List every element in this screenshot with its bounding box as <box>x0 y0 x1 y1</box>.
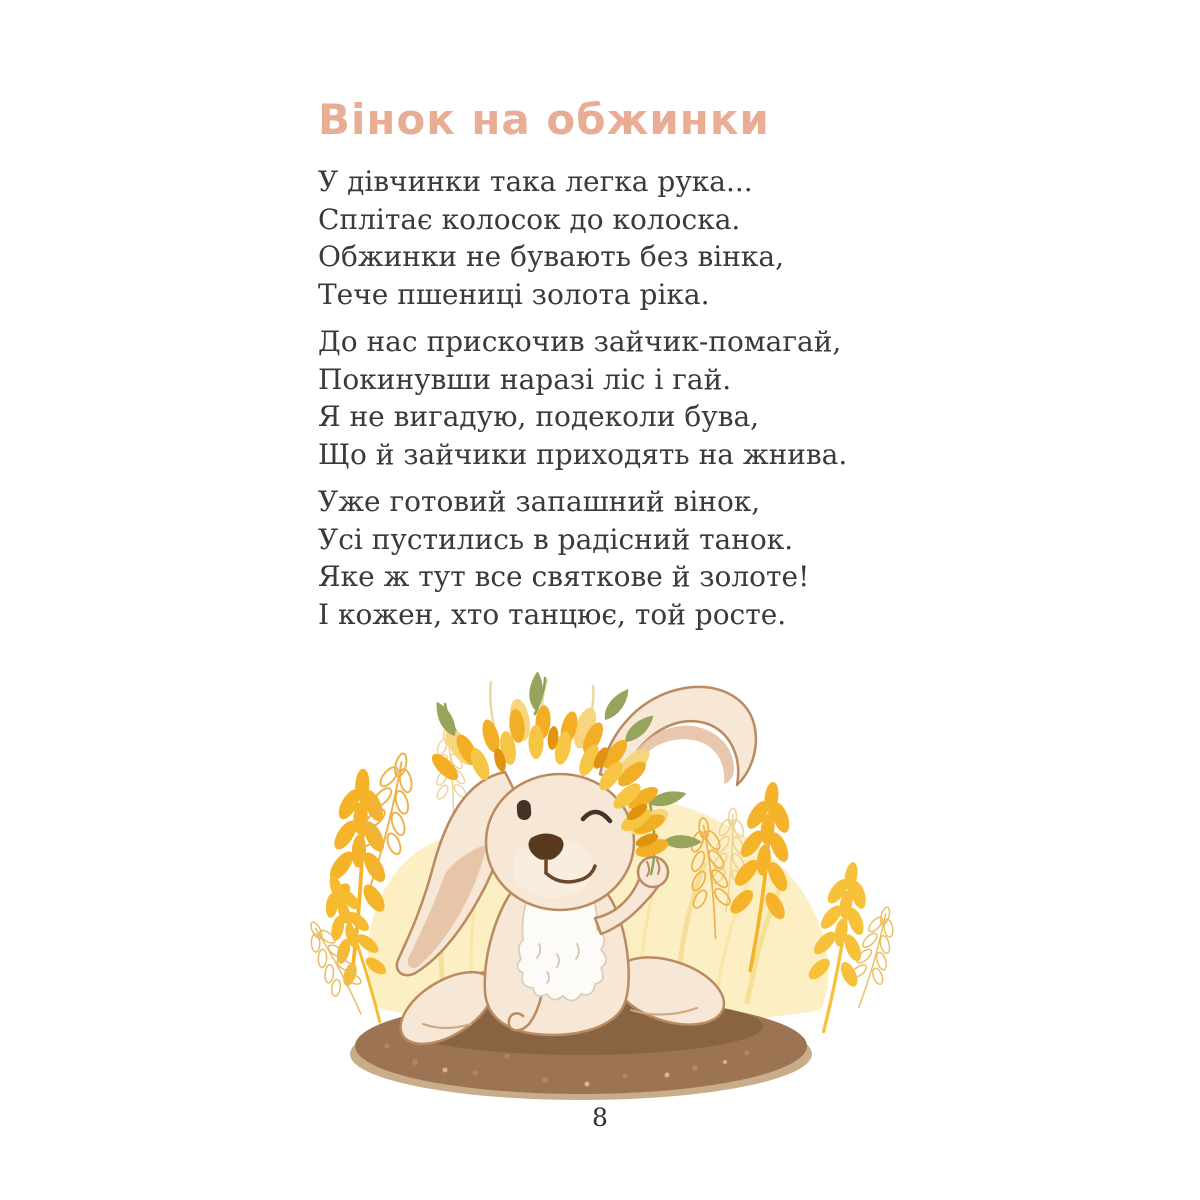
stanza-3 <box>318 483 847 633</box>
poem-line: Тече пшениці золота ріка. <box>318 277 710 311</box>
poem-line: Я не вигадую, подеколи бува, <box>318 400 760 433</box>
page-number: 8 <box>592 1103 608 1132</box>
poem-line: Уже готовий запашний вінок, <box>318 485 761 518</box>
poem-line: Яке ж тут все святкове й золоте! <box>318 560 810 593</box>
poem-line: У дівчинки така легка рука... <box>318 165 753 198</box>
bunny-illustration <box>295 672 905 1102</box>
poem-text <box>318 163 847 643</box>
poem-title: Вінок на обжинки <box>318 95 770 144</box>
poem-line: І кожен, хто танцює, той росте. <box>318 597 787 631</box>
stanza-1 <box>318 163 847 313</box>
poem-line: Обжинки не бувають без вінка, <box>318 240 784 273</box>
bunny-illustration-svg <box>295 672 905 1102</box>
poem-line: До нас прискочив зайчик-помагай, <box>318 325 842 358</box>
poem-line: Усі пустились в радісний танок. <box>318 522 794 556</box>
poem-line: Сплітає колосок до колоска. <box>318 202 741 236</box>
stanza-2 <box>318 323 847 473</box>
poem-line: Що й зайчики приходять на жнива. <box>318 437 848 471</box>
poem-line: Покинувши наразі ліс і гай. <box>318 362 732 396</box>
